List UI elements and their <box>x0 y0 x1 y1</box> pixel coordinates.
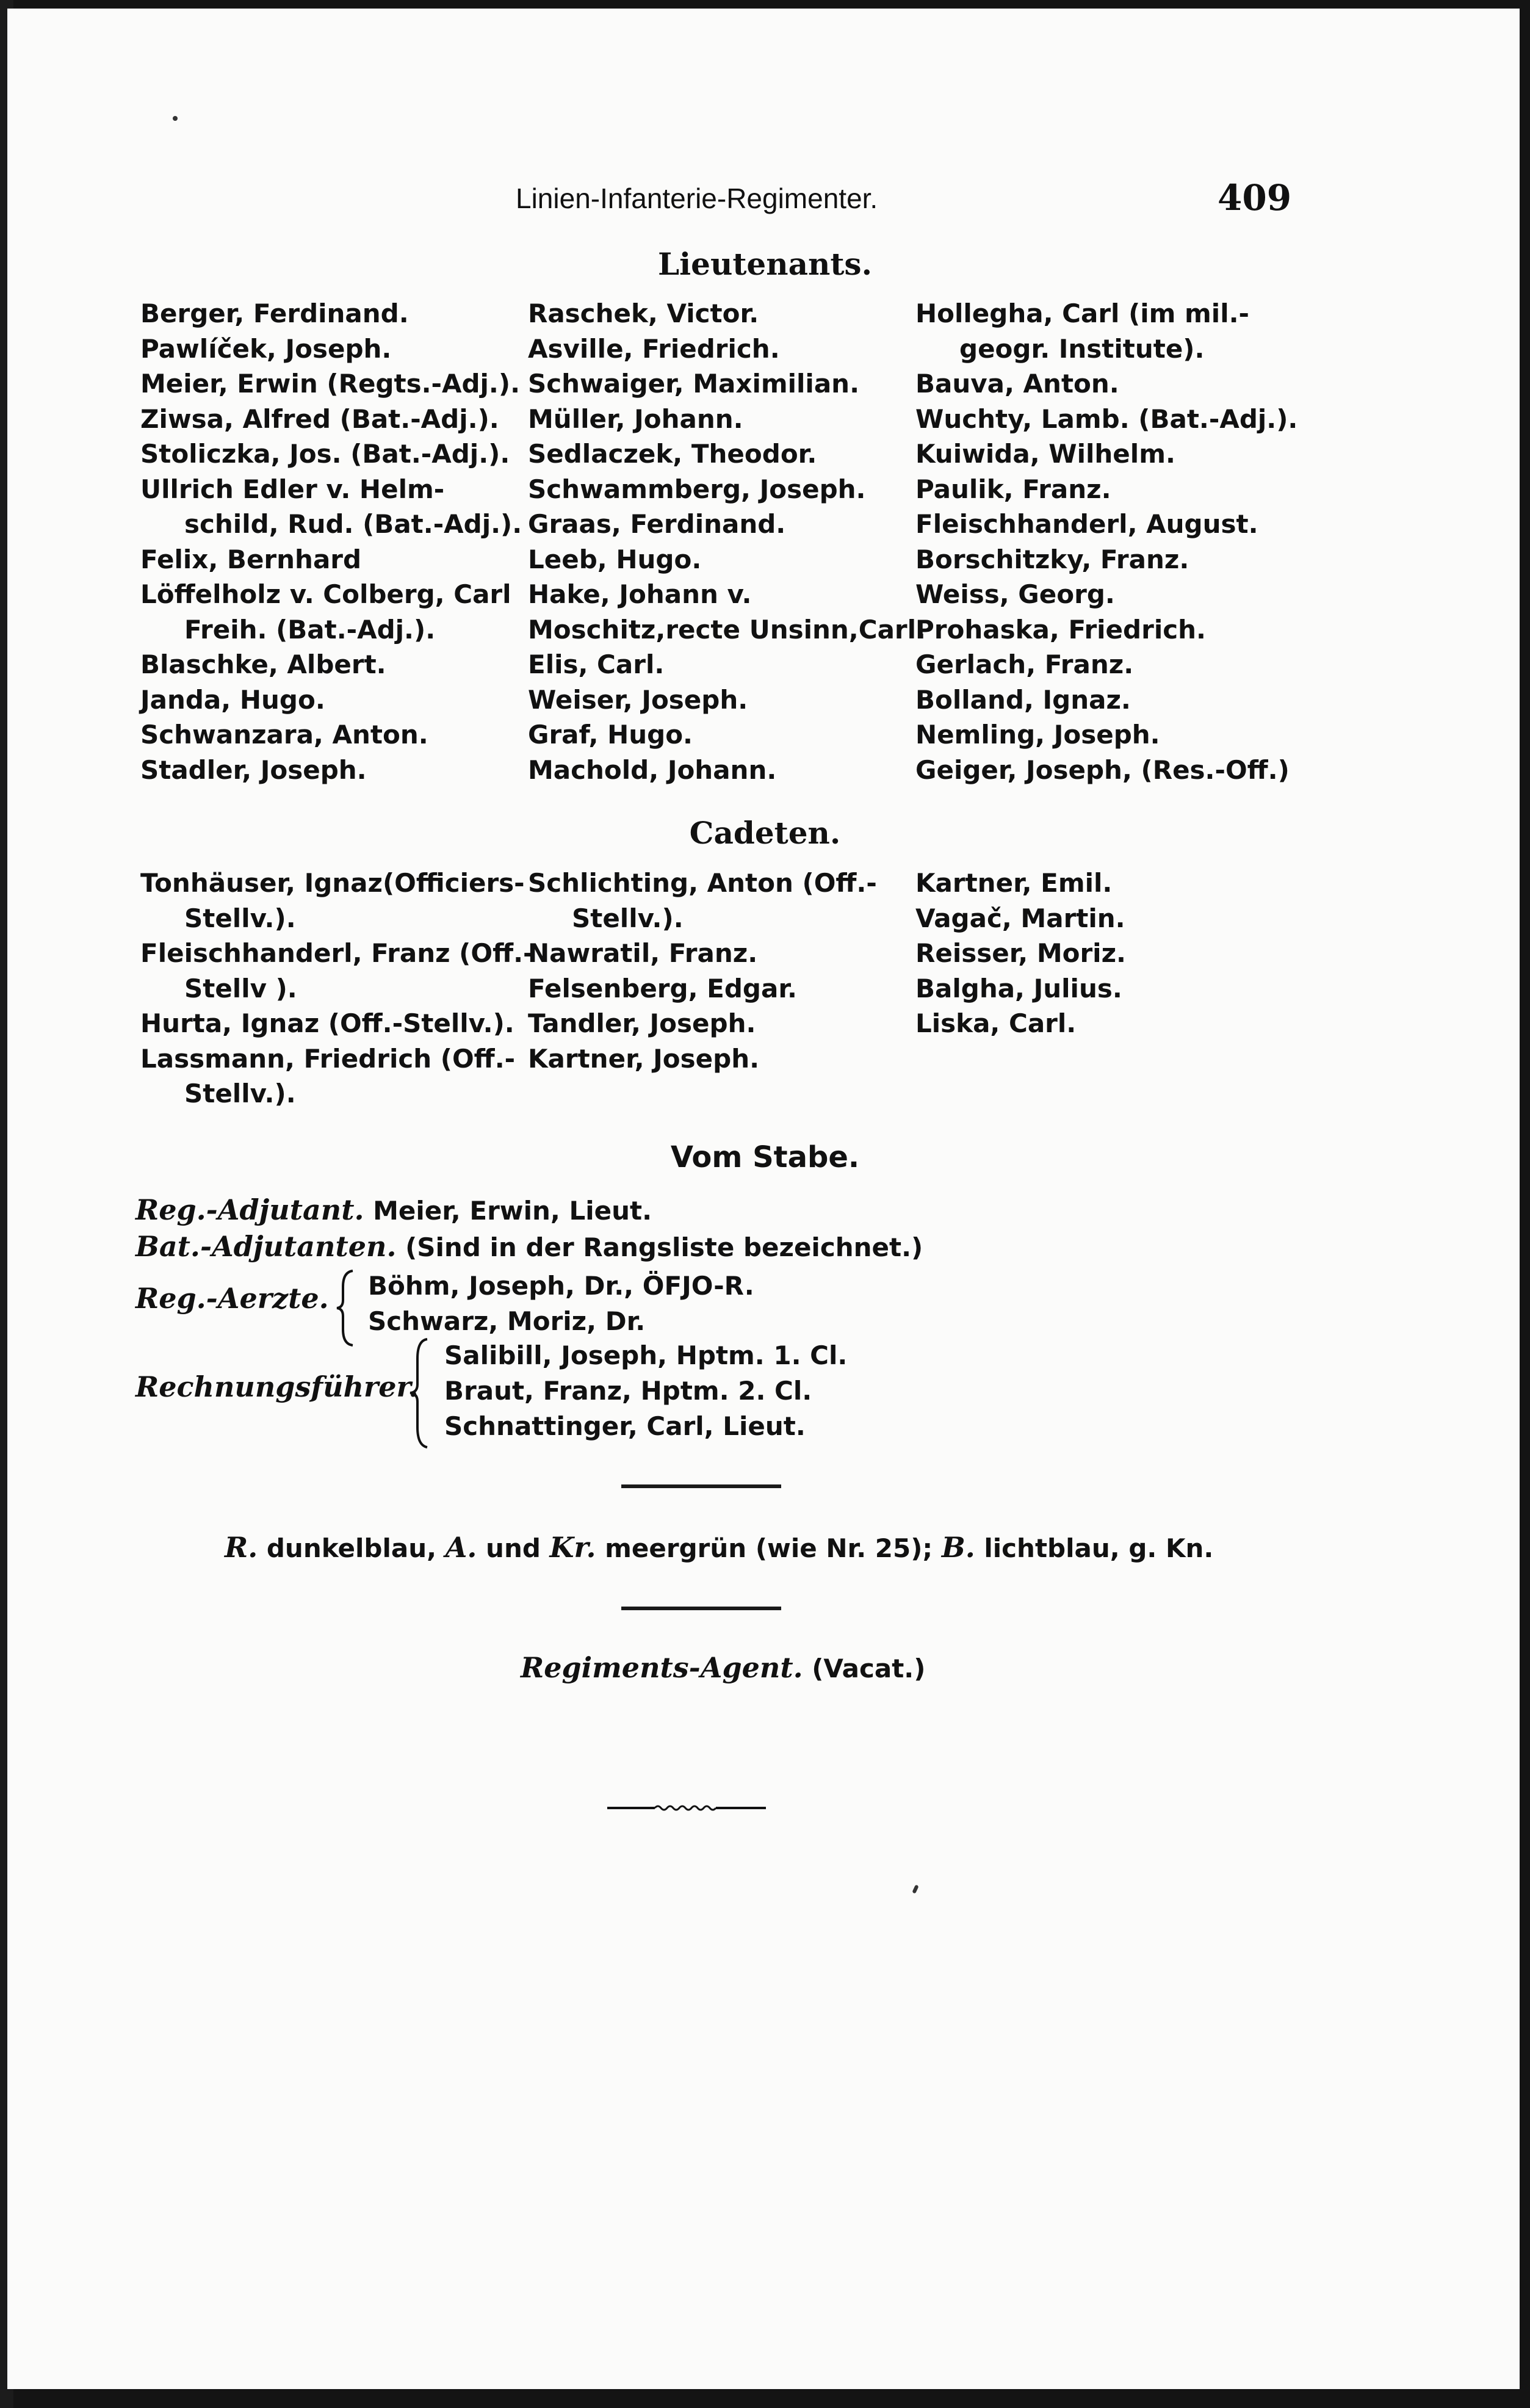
uniform-b-text: lichtblau, g. Kn. <box>975 1533 1214 1563</box>
divider-rule <box>621 1607 781 1610</box>
list-item: Asville, Friedrich. <box>528 333 780 364</box>
speck-mark <box>173 116 178 121</box>
list-item-continuation: Stellv.). <box>184 903 296 933</box>
list-item: Moschitz,recte Unsinn,Carl. <box>528 614 926 645</box>
cadeten-column-1 <box>140 866 534 1112</box>
list-item: Schwarz, Moriz, Dr. <box>368 1306 646 1336</box>
bat-adjutanten-line <box>135 1230 923 1263</box>
rechnungsfuehrer-label-wrap <box>135 1370 419 1403</box>
list-item-continuation: Stellv ). <box>184 973 297 1003</box>
list-item: Bolland, Ignaz. <box>915 684 1131 715</box>
list-item: Elis, Carl. <box>528 649 665 679</box>
cadeten-column-2 <box>528 866 906 1076</box>
lieutenants-column-1 <box>140 296 522 787</box>
regiments-agent-line <box>521 1651 925 1684</box>
list-item: Weiss, Georg. <box>915 579 1115 609</box>
list-item: Ziwsa, Alfred (Bat.-Adj.). <box>140 403 499 434</box>
list-item: Balgha, Julius. <box>915 973 1122 1003</box>
list-item: Müller, Johann. <box>528 403 743 434</box>
list-item: Fleischhanderl, Franz (Off.- <box>140 938 534 968</box>
reg-adjutant-label: Reg.-Adjutant. <box>135 1193 364 1226</box>
uniform-und: und <box>477 1533 550 1563</box>
reg-aerzte-label: Reg.-Aerzte. <box>135 1282 329 1315</box>
list-item: Kartner, Emil. <box>915 868 1113 898</box>
list-item: Machold, Johann. <box>528 754 777 785</box>
bat-adjutanten-value: (Sind in der Rangsliste bezeichnet.) <box>405 1232 923 1262</box>
brace-aerzte <box>334 1268 359 1348</box>
section-heading-cadeten: Cadeten. <box>689 815 841 851</box>
list-item: Salibill, Joseph, Hptm. 1. Cl. <box>444 1340 848 1370</box>
bat-adjutanten-label: Bat.-Adjutanten. <box>135 1230 397 1263</box>
list-item: Schwanzara, Anton. <box>140 720 428 750</box>
list-item: Reisser, Moriz. <box>915 938 1126 968</box>
list-item: Vagač, Martin. <box>915 903 1125 933</box>
list-item: Stadler, Joseph. <box>140 754 367 785</box>
uniform-kr-text: meergrün (wie Nr. 25); <box>596 1533 942 1563</box>
list-item: Löffelholz v. Colberg, Carl <box>140 579 511 609</box>
section-heading-lieutenants: Lieutenants. <box>658 246 872 282</box>
page-number: 409 <box>1218 177 1292 219</box>
ornamental-rule <box>606 1801 771 1815</box>
list-item: Schwammberg, Joseph. <box>528 474 866 504</box>
list-item: Braut, Franz, Hptm. 2. Cl. <box>444 1376 812 1406</box>
list-item: Blaschke, Albert. <box>140 649 386 679</box>
list-item: Kuiwida, Wilhelm. <box>915 439 1175 469</box>
list-item: Nemling, Joseph. <box>915 720 1160 750</box>
list-item: Hollegha, Carl (im mil.- <box>915 298 1249 328</box>
list-item: Leeb, Hugo. <box>528 544 702 574</box>
regiments-agent-label: Regiments-Agent. <box>521 1651 803 1684</box>
list-item: Felsenberg, Edgar. <box>528 973 797 1003</box>
list-item: Wuchty, Lamb. (Bat.-Adj.). <box>915 403 1298 434</box>
list-item: Graas, Ferdinand. <box>528 509 786 539</box>
list-item: Graf, Hugo. <box>528 720 693 750</box>
list-item: Tandler, Joseph. <box>528 1008 756 1038</box>
list-item: Borschitzky, Franz. <box>915 544 1189 574</box>
list-item-continuation: schild, Rud. (Bat.-Adj.). <box>184 509 522 539</box>
reg-adjutant-value: Meier, Erwin, Lieut. <box>373 1196 652 1226</box>
list-item: Bauva, Anton. <box>915 369 1119 399</box>
list-item: Paulik, Franz. <box>915 474 1111 504</box>
running-header <box>0 177 1292 220</box>
list-item-continuation: Stellv.). <box>184 1079 296 1108</box>
uniform-colours-line <box>225 1531 1213 1564</box>
list-item: Felix, Bernhard <box>140 544 362 574</box>
list-item: Schnattinger, Carl, Lieut. <box>444 1411 806 1441</box>
list-item: Geiger, Joseph, (Res.-Off.) <box>915 754 1290 785</box>
reg-aerzte-list <box>368 1268 754 1339</box>
list-item: Gerlach, Franz. <box>915 649 1134 679</box>
list-item: Lassmann, Friedrich (Off.- <box>140 1043 516 1074</box>
list-item-continuation: geogr. Institute). <box>959 333 1205 364</box>
regiments-agent-value: (Vacat.) <box>812 1654 926 1683</box>
list-item: Liska, Carl. <box>915 1008 1077 1038</box>
list-item: Kartner, Joseph. <box>528 1043 760 1074</box>
lieutenants-column-3 <box>915 296 1298 787</box>
list-item: Hake, Johann v. <box>528 579 752 609</box>
divider-rule <box>621 1484 781 1488</box>
list-item: Janda, Hugo. <box>140 684 325 715</box>
rechnungsfuehrer-label: Rechnungsführer. <box>135 1370 419 1403</box>
list-item: Böhm, Joseph, Dr., ÖFJO-R. <box>368 1271 754 1301</box>
section-heading-vom-stabe: Vom Stabe. <box>670 1140 860 1174</box>
list-item: Pawlíček, Joseph. <box>140 333 392 364</box>
list-item: Meier, Erwin (Regts.-Adj.). <box>140 369 521 399</box>
list-item: Hurta, Ignaz (Off.-Stellv.). <box>140 1008 514 1038</box>
cadeten-column-3 <box>915 866 1282 1041</box>
list-item: Tonhäuser, Ignaz(Officiers- <box>140 868 525 898</box>
list-item: Fleischhanderl, August. <box>915 509 1258 539</box>
list-item: Schwaiger, Maximilian. <box>528 369 860 399</box>
rechnungsfuehrer-list <box>444 1338 847 1444</box>
lieutenants-column-2 <box>528 296 926 787</box>
list-item: Ullrich Edler v. Helm- <box>140 474 445 504</box>
uniform-a: A. <box>445 1531 477 1564</box>
list-item-continuation: Freih. (Bat.-Adj.). <box>184 614 436 645</box>
uniform-kr: Kr. <box>549 1531 596 1564</box>
uniform-r-text: dunkelblau, <box>258 1533 446 1563</box>
uniform-r: R. <box>225 1531 258 1564</box>
page-header-title: Linien-Infanterie-Regimenter. <box>516 183 878 214</box>
brace-rechnungsfuehrer <box>408 1337 432 1450</box>
list-item-continuation: Stellv.). <box>572 903 684 933</box>
list-item: Weiser, Joseph. <box>528 684 748 715</box>
list-item: Prohaska, Friedrich. <box>915 614 1206 645</box>
list-item: Stoliczka, Jos. (Bat.-Adj.). <box>140 439 510 469</box>
list-item: Schlichting, Anton (Off.- <box>528 868 877 898</box>
uniform-b: B. <box>941 1531 975 1564</box>
reg-adjutant-line <box>135 1193 652 1226</box>
list-item: Berger, Ferdinand. <box>140 298 409 328</box>
list-item: Sedlaczek, Theodor. <box>528 439 817 469</box>
list-item: Raschek, Victor. <box>528 298 759 328</box>
list-item: Nawratil, Franz. <box>528 938 758 968</box>
reg-aerzte-label-wrap <box>135 1282 329 1315</box>
